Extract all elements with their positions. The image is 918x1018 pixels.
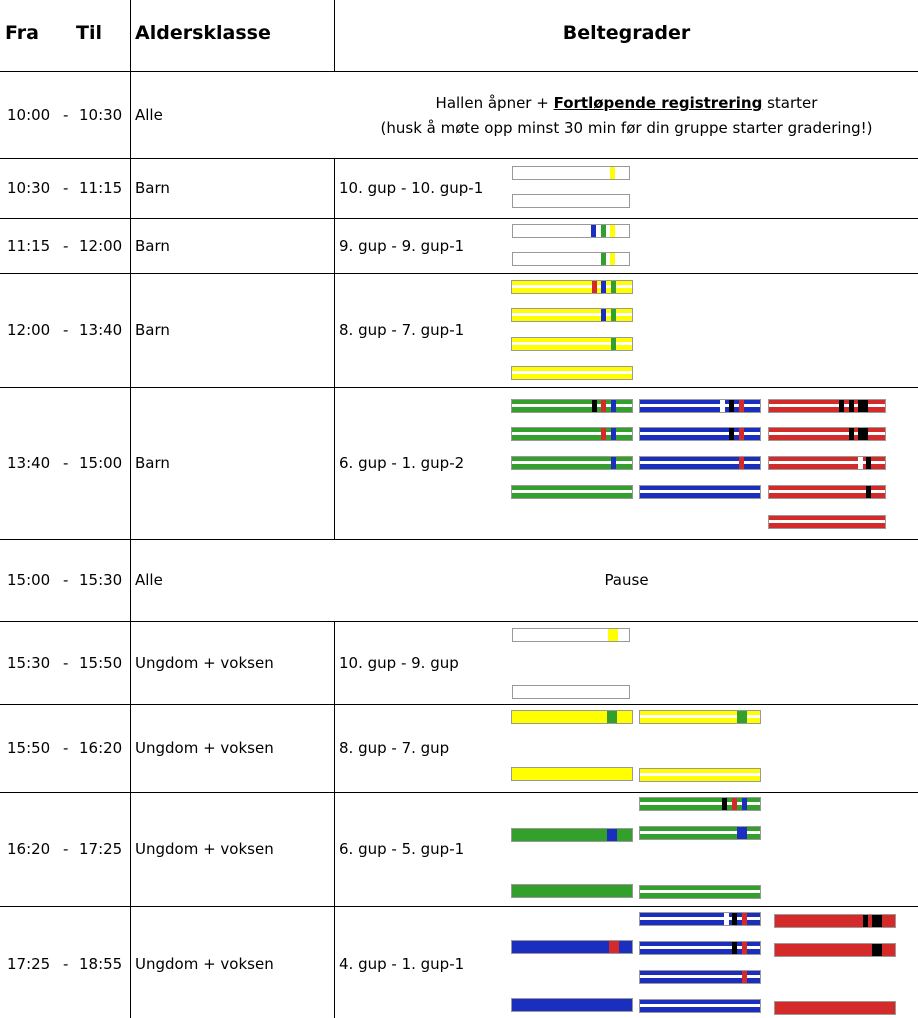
belt-stripe [720, 400, 725, 412]
belt-stripe [849, 400, 854, 412]
belt-icon [768, 456, 886, 470]
row-to: 15:50 [79, 654, 123, 672]
row-to: 10:30 [79, 106, 123, 124]
row-age: Barn [135, 321, 170, 339]
belt-icon [774, 943, 896, 957]
belt-icon [511, 884, 633, 898]
belt-icon [511, 399, 633, 413]
belt-stripe [592, 281, 597, 293]
belt-icon [639, 768, 761, 782]
header-to: Til [76, 22, 102, 44]
row-grade: 10. gup - 10. gup-1 [339, 179, 484, 197]
row-age: Alle [135, 106, 163, 124]
belt-stripe [732, 798, 737, 810]
row-from: 11:15 [7, 237, 51, 255]
belt-icon [511, 828, 633, 842]
row-age: Barn [135, 237, 170, 255]
row-age: Ungdom + voksen [135, 955, 274, 973]
opening-note-pre: Hallen åpner + [435, 94, 554, 112]
belt-icon [512, 194, 630, 208]
row-to: 15:30 [79, 571, 123, 589]
belt-stripe [611, 309, 616, 321]
belt-stripe [866, 457, 871, 469]
row-from: 15:50 [7, 739, 51, 757]
row-to: 11:15 [79, 179, 123, 197]
row-dash: - [63, 840, 69, 858]
opening-note [335, 94, 918, 112]
row-from: 10:00 [7, 106, 51, 124]
header-age-class: Aldersklasse [135, 22, 271, 44]
belt-stripe [729, 428, 734, 440]
belt-stripe [732, 913, 737, 925]
belt-icon [511, 308, 633, 322]
belt-stripe [858, 457, 863, 469]
row-divider [0, 792, 918, 793]
row-to: 17:25 [79, 840, 123, 858]
belt-stripe [737, 827, 747, 839]
belt-icon [511, 710, 633, 724]
row-dash: - [63, 106, 69, 124]
row-to: 13:40 [79, 321, 123, 339]
opening-reminder: (husk å møte opp minst 30 min før din gruppe starter gradering!) [380, 119, 873, 137]
row-age: Ungdom + voksen [135, 840, 274, 858]
belt-icon [512, 252, 630, 266]
belt-stripe [592, 400, 597, 412]
belt-icon [512, 628, 630, 642]
belt-stripe [609, 941, 619, 953]
column-divider [334, 158, 335, 539]
belt-icon [511, 940, 633, 954]
belt-icon [512, 685, 630, 699]
row-dash: - [63, 237, 69, 255]
belt-icon [511, 337, 633, 351]
row-dash: - [63, 955, 69, 973]
opening-note-post: starter [762, 94, 818, 112]
belt-stripe [610, 167, 615, 179]
row-grade: 6. gup - 1. gup-2 [339, 454, 465, 472]
row-divider [0, 218, 918, 219]
row-age: Ungdom + voksen [135, 739, 274, 757]
belt-stripe [742, 942, 747, 954]
row-grade: 9. gup - 9. gup-1 [339, 237, 465, 255]
belt-icon [639, 456, 761, 470]
belt-stripe [739, 457, 744, 469]
row-dash: - [63, 454, 69, 472]
row-grade: 10. gup - 9. gup [339, 654, 459, 672]
belt-stripe [872, 915, 882, 927]
belt-icon [774, 1001, 896, 1015]
row-divider [0, 387, 918, 388]
belt-stripe [742, 798, 747, 810]
row-dash: - [63, 739, 69, 757]
belt-stripe [739, 400, 744, 412]
row-age: Barn [135, 454, 170, 472]
row-divider [0, 539, 918, 540]
header-belt-grades: Beltegrader [562, 22, 691, 44]
row-from: 13:40 [7, 454, 51, 472]
belt-icon [639, 826, 761, 840]
belt-icon [511, 998, 633, 1012]
belt-stripe [722, 798, 727, 810]
belt-stripe [611, 428, 616, 440]
belt-stripe [611, 338, 616, 350]
belt-icon [639, 710, 761, 724]
belt-icon [511, 427, 633, 441]
row-grade: 8. gup - 7. gup [339, 739, 450, 757]
belt-icon [639, 797, 761, 811]
registration-link-text: Fortløpende registrering [553, 94, 763, 112]
belt-stripe [742, 913, 747, 925]
column-divider [334, 621, 335, 1018]
belt-stripe [858, 400, 868, 412]
belt-stripe [739, 428, 744, 440]
belt-stripe [872, 944, 882, 956]
belt-icon [639, 399, 761, 413]
belt-icon [639, 941, 761, 955]
belt-stripe [742, 971, 747, 983]
belt-icon [768, 485, 886, 499]
belt-stripe [858, 428, 868, 440]
row-divider [0, 704, 918, 705]
row-to: 12:00 [79, 237, 123, 255]
row-to: 15:00 [79, 454, 123, 472]
row-from: 15:30 [7, 654, 51, 672]
belt-icon [511, 485, 633, 499]
belt-stripe [729, 400, 734, 412]
belt-stripe [610, 253, 615, 265]
belt-stripe [601, 281, 606, 293]
pause-label: Pause [604, 571, 649, 589]
belt-icon [512, 224, 630, 238]
row-divider [0, 273, 918, 274]
row-grade: 8. gup - 7. gup-1 [339, 321, 465, 339]
belt-stripe [863, 915, 868, 927]
belt-icon [768, 515, 886, 529]
belt-stripe [611, 400, 616, 412]
row-divider [0, 621, 918, 622]
belt-icon [511, 456, 633, 470]
belt-stripe [610, 225, 615, 237]
belt-stripe [611, 457, 616, 469]
belt-stripe [732, 942, 737, 954]
belt-stripe [608, 629, 618, 641]
belt-stripe [839, 400, 844, 412]
belt-stripe [591, 225, 596, 237]
belt-stripe [866, 486, 871, 498]
belt-icon [639, 999, 761, 1013]
row-from: 12:00 [7, 321, 51, 339]
belt-stripe [611, 281, 616, 293]
belt-icon [639, 970, 761, 984]
row-divider [0, 158, 918, 159]
belt-stripe [607, 711, 617, 723]
belt-stripe [601, 225, 606, 237]
row-from: 16:20 [7, 840, 51, 858]
belt-stripe [601, 400, 606, 412]
row-dash: - [63, 179, 69, 197]
belt-icon [639, 427, 761, 441]
row-from: 17:25 [7, 955, 51, 973]
row-dash: - [63, 571, 69, 589]
row-grade: 4. gup - 1. gup-1 [339, 955, 465, 973]
row-from: 15:00 [7, 571, 51, 589]
belt-icon [768, 399, 886, 413]
belt-icon [512, 166, 630, 180]
header-from: Fra [5, 22, 39, 44]
row-grade: 6. gup - 5. gup-1 [339, 840, 465, 858]
belt-icon [639, 485, 761, 499]
belt-stripe [724, 913, 729, 925]
belt-icon [511, 767, 633, 781]
row-age: Alle [135, 571, 163, 589]
belt-icon [511, 280, 633, 294]
row-dash: - [63, 321, 69, 339]
row-to: 16:20 [79, 739, 123, 757]
row-divider [0, 906, 918, 907]
belt-icon [774, 914, 896, 928]
belt-stripe [849, 428, 854, 440]
belt-icon [511, 366, 633, 380]
belt-icon [639, 885, 761, 899]
belt-stripe [607, 829, 617, 841]
belt-stripe [737, 711, 747, 723]
row-dash: - [63, 654, 69, 672]
row-from: 10:30 [7, 179, 51, 197]
row-age: Ungdom + voksen [135, 654, 274, 672]
column-divider [130, 0, 131, 1018]
belt-stripe [601, 428, 606, 440]
row-age: Barn [135, 179, 170, 197]
row-divider [0, 71, 918, 72]
belt-stripe [601, 253, 606, 265]
belt-icon [639, 912, 761, 926]
belt-stripe [601, 309, 606, 321]
row-to: 18:55 [79, 955, 123, 973]
belt-icon [768, 427, 886, 441]
